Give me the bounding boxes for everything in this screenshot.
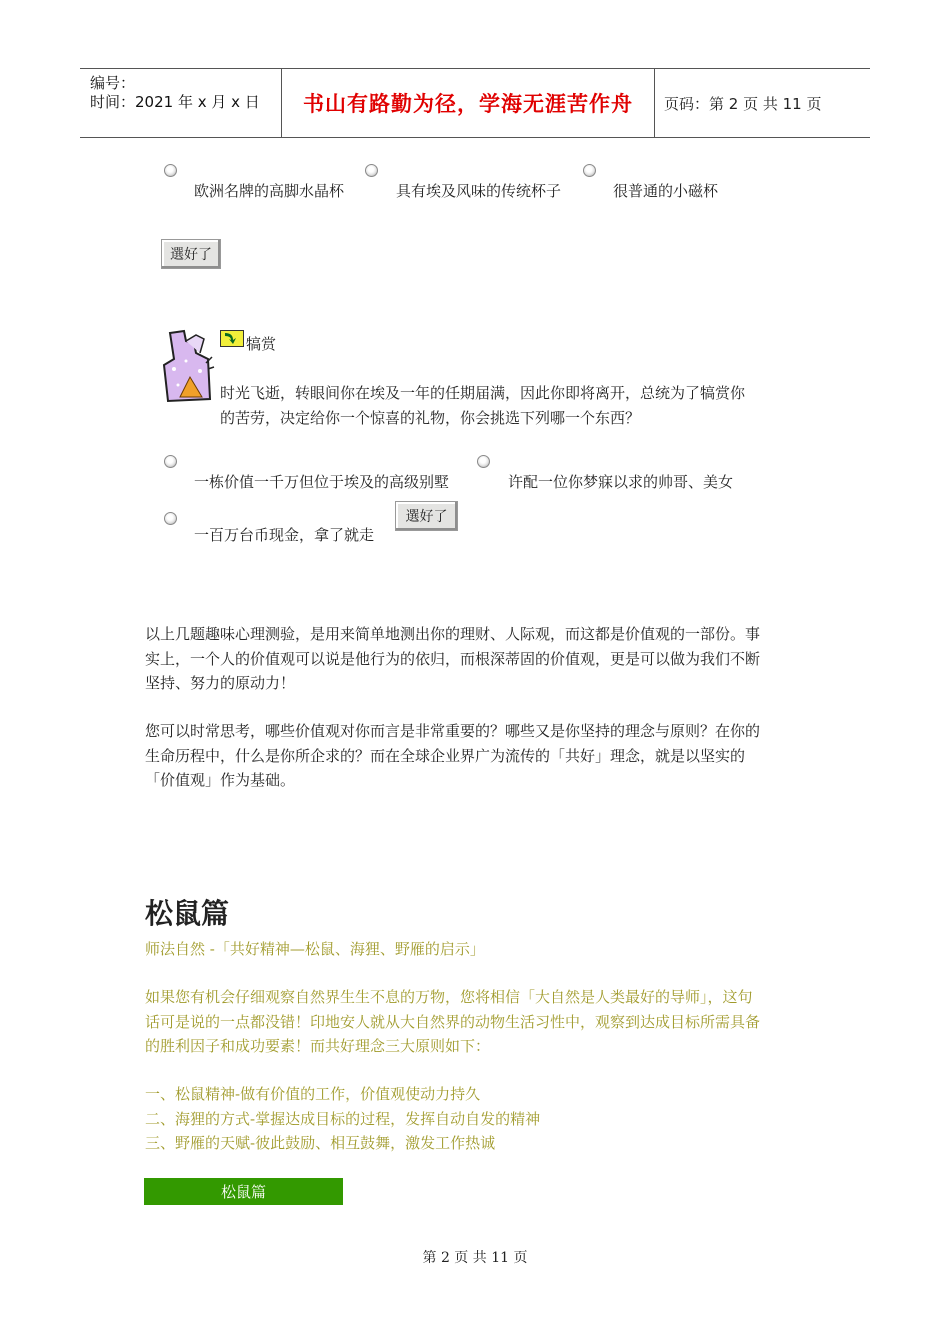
q1-option-3: 很普通的小磁杯	[613, 182, 719, 200]
q1-radio-2[interactable]	[365, 164, 378, 177]
intro-line-3: 的胜利因子和成功要素！而共好理念三大原则如下：	[145, 1037, 491, 1055]
summary-p1-line-1: 以上几题趣味心理测验，是用来简单地测出你的理财、人际观，而这都是价值观的一部份。事	[145, 625, 761, 643]
section-title: 松鼠篇	[145, 897, 230, 930]
number-label: 编号：	[90, 74, 136, 92]
q2-question-line-2: 的苦劳，决定给你一个惊喜的礼物，你会挑选下列哪一个东西？	[220, 409, 641, 427]
q2-radio-1[interactable]	[164, 455, 177, 468]
principles-list	[145, 1082, 540, 1156]
q1-radio-1[interactable]	[164, 164, 177, 177]
section-bar: 松鼠篇	[144, 1178, 343, 1205]
section-subtitle: 师法自然 -「共好精神—松鼠、海狸、野雁的启示」	[145, 940, 485, 958]
page-header	[80, 68, 870, 138]
q2-option-3: 一百万台币现金，拿了就走	[194, 526, 375, 544]
q2-heading: 犒赏	[246, 335, 277, 353]
gift-bottle-icon	[160, 329, 216, 405]
header-motto-cell	[281, 69, 655, 137]
intro-line-2: 话可是说的一点都没错！印地安人就从大自然界的动物生活习性中，观察到达成目标所需具备	[145, 1012, 761, 1031]
q1-option-2: 具有埃及风味的传统杯子	[396, 182, 562, 200]
page-footer: 第 2 页 共 11 页	[422, 1250, 528, 1266]
summary-p1-line-3: 坚持、努力的原动力！	[145, 674, 296, 692]
principle-item: 三、野雁的天赋-彼此鼓励、相互鼓舞，激发工作热诚	[145, 1134, 496, 1152]
q1-radio-3[interactable]	[583, 164, 596, 177]
principle-item: 一、松鼠精神-做有价值的工作，价值观使动力持久	[145, 1085, 481, 1103]
page-info: 页码：第 2 页 共 11 页	[664, 94, 822, 113]
q2-radio-3[interactable]	[164, 512, 177, 525]
header-meta	[80, 69, 280, 137]
q2-option-2: 许配一位你梦寐以求的帅哥、美女	[508, 473, 734, 491]
q2-option-1: 一栋价值一千万但位于埃及的高级别墅	[194, 473, 450, 491]
q2-question-line-1: 时光飞逝，转眼间你在埃及一年的任期届满，因此你即将离开，总统为了犒赏你	[220, 384, 746, 402]
arrow-icon	[220, 330, 244, 347]
intro-line-1: 如果您有机会仔细观察自然界生生不息的万物，您将相信「大自然是人类最好的导师」，这句	[145, 988, 753, 1006]
summary-paragraph-2	[145, 719, 825, 793]
summary-p2-line-2: 生命历程中，什么是你所企求的？而在全球企业界广为流传的「共好」理念，就是以坚实的	[145, 746, 746, 765]
summary-p1-line-2: 实上，一个人的价值观可以说是他行为的依归，而根深蒂固的价值观，更是可以做为我们不断	[145, 649, 761, 668]
summary-p2-line-3: 「价值观」作为基础。	[145, 771, 296, 789]
motto: 书山有路勤为径，学海无涯苦作舟	[303, 92, 633, 116]
section-intro	[145, 985, 825, 1059]
q2-radio-2[interactable]	[477, 455, 490, 468]
time-label: 时间：2021 年 x 月 x 日	[90, 93, 260, 111]
summary-p2-line-1: 您可以时常思考，哪些价值观对你而言是非常重要的？哪些又是你坚持的理念与原则？在你的	[145, 722, 761, 740]
principle-item: 二、海狸的方式-掌握达成目标的过程，发挥自动自发的精神	[145, 1109, 541, 1128]
q1-submit-button[interactable]: 選好了	[161, 239, 221, 269]
q1-option-1: 欧洲名牌的高脚水晶杯	[194, 182, 345, 200]
q2-submit-button[interactable]: 選好了	[395, 501, 458, 531]
summary-paragraph-1	[145, 622, 825, 696]
